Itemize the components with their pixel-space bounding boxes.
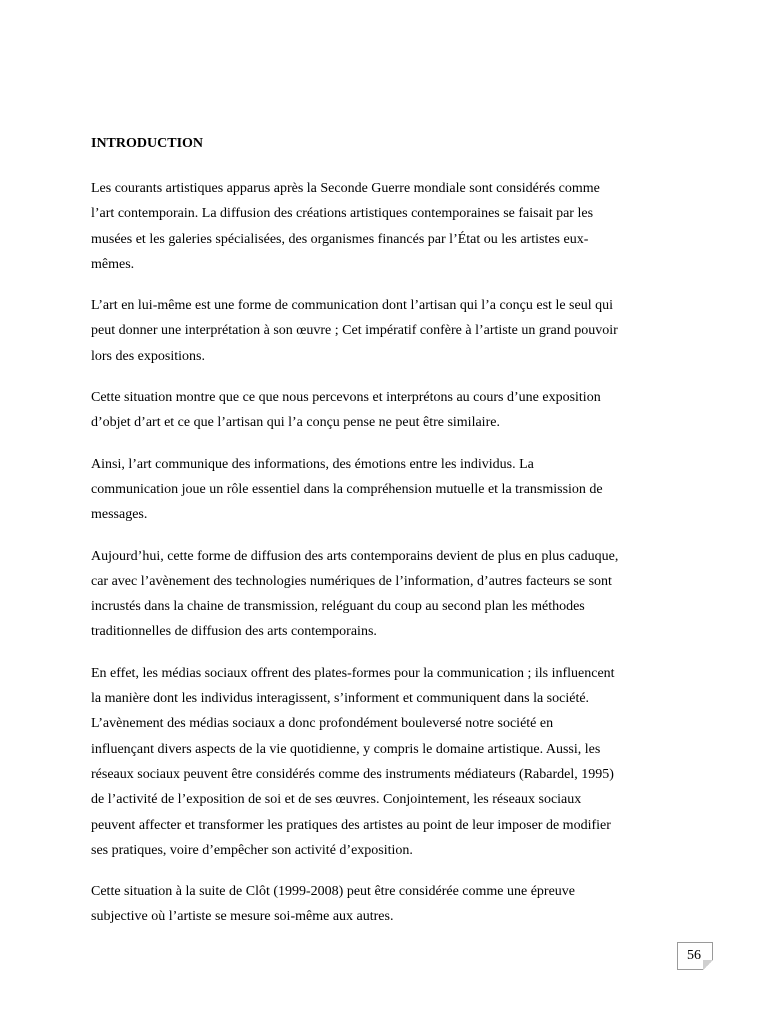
paragraph — [91, 452, 677, 528]
paragraph — [91, 879, 677, 930]
paragraph — [91, 385, 677, 436]
text-line: de l’activité de l’exposition de soi et de ses œuvres. Conjointement, les réseaux sociaux — [91, 792, 582, 808]
paragraph — [91, 176, 677, 277]
page-number-box — [677, 942, 713, 970]
text-line: réseaux sociaux peuvent être considérés comme des instruments médiateurs (Rabardel, 1995) — [91, 766, 614, 782]
text-line: ses pratiques, voire d’empêcher son activité d’exposition. — [91, 842, 413, 858]
paragraph — [91, 544, 677, 645]
text-line: influençant divers aspects de la vie quotidienne, y compris le domaine artistique. Aussi, les — [91, 741, 601, 757]
text-line: En effet, les médias sociaux offrent des plates-formes pour la communication ; ils influencent — [91, 665, 615, 681]
text-line: L’art en lui-même est une forme de communication dont l’artisan qui l’a conçu est le seul qui — [91, 298, 613, 314]
text-line: peuvent affecter et transformer les pratiques des artistes au point de leur imposer de modifier — [91, 817, 611, 833]
text-line: traditionnelles de diffusion des arts contemporains. — [91, 624, 377, 640]
text-line: l’art contemporain. La diffusion des créations artistiques contemporaines se faisait par les — [91, 206, 594, 222]
page-corner-fold-icon — [703, 960, 713, 970]
text-line: Cette situation montre que ce que nous percevons et interprétons au cours d’une exposition — [91, 390, 601, 406]
text-line: messages. — [91, 507, 148, 523]
text-line: Les courants artistiques apparus après la Seconde Guerre mondiale sont considérés comme — [91, 181, 600, 196]
paragraph — [91, 661, 677, 863]
text-line: musées et les galeries spécialisées, des organismes financés par l’État ou les artistes eux- — [91, 231, 589, 247]
text-line: Aujourd’hui, cette forme de diffusion des arts contemporains devient de plus en plus caduque, — [91, 548, 619, 564]
document-body — [91, 134, 677, 946]
text-line: car avec l’avènement des technologies numériques de l’information, d’autres facteurs se sont — [91, 573, 612, 589]
text-line: communication joue un rôle essentiel dans la compréhension mutuelle et la transmission de — [91, 481, 603, 497]
text-line: mêmes. — [91, 256, 135, 272]
text-line: L’avènement des médias sociaux a donc profondément bouleversé notre société en — [91, 716, 554, 732]
page-number: 56 — [687, 948, 701, 963]
text-line: lors des expositions. — [91, 348, 205, 364]
paragraph — [91, 293, 677, 369]
text-line: peut donner une interprétation à son œuvre ; Cet impératif confère à l’artiste un grand pouvoir — [91, 323, 618, 339]
text-line: Ainsi, l’art communique des informations, des émotions entre les individus. La — [91, 456, 534, 472]
text-line: Cette situation à la suite de Clôt (1999-2008) peut être considérée comme une épreuve — [91, 884, 576, 900]
text-line: incrustés dans la chaine de transmission, reléguant du coup au second plan les méthodes — [91, 599, 585, 615]
text-line: la manière dont les individus interagissent, s’informent et communiquent dans la société. — [91, 691, 590, 707]
paragraph-list — [91, 176, 677, 930]
section-heading: INTRODUCTION — [91, 136, 204, 151]
text-line: subjective où l’artiste se mesure soi-même aux autres. — [91, 909, 394, 925]
text-line: d’objet d’art et ce que l’artisan qui l’a conçu pense ne peut être similaire. — [91, 415, 500, 431]
